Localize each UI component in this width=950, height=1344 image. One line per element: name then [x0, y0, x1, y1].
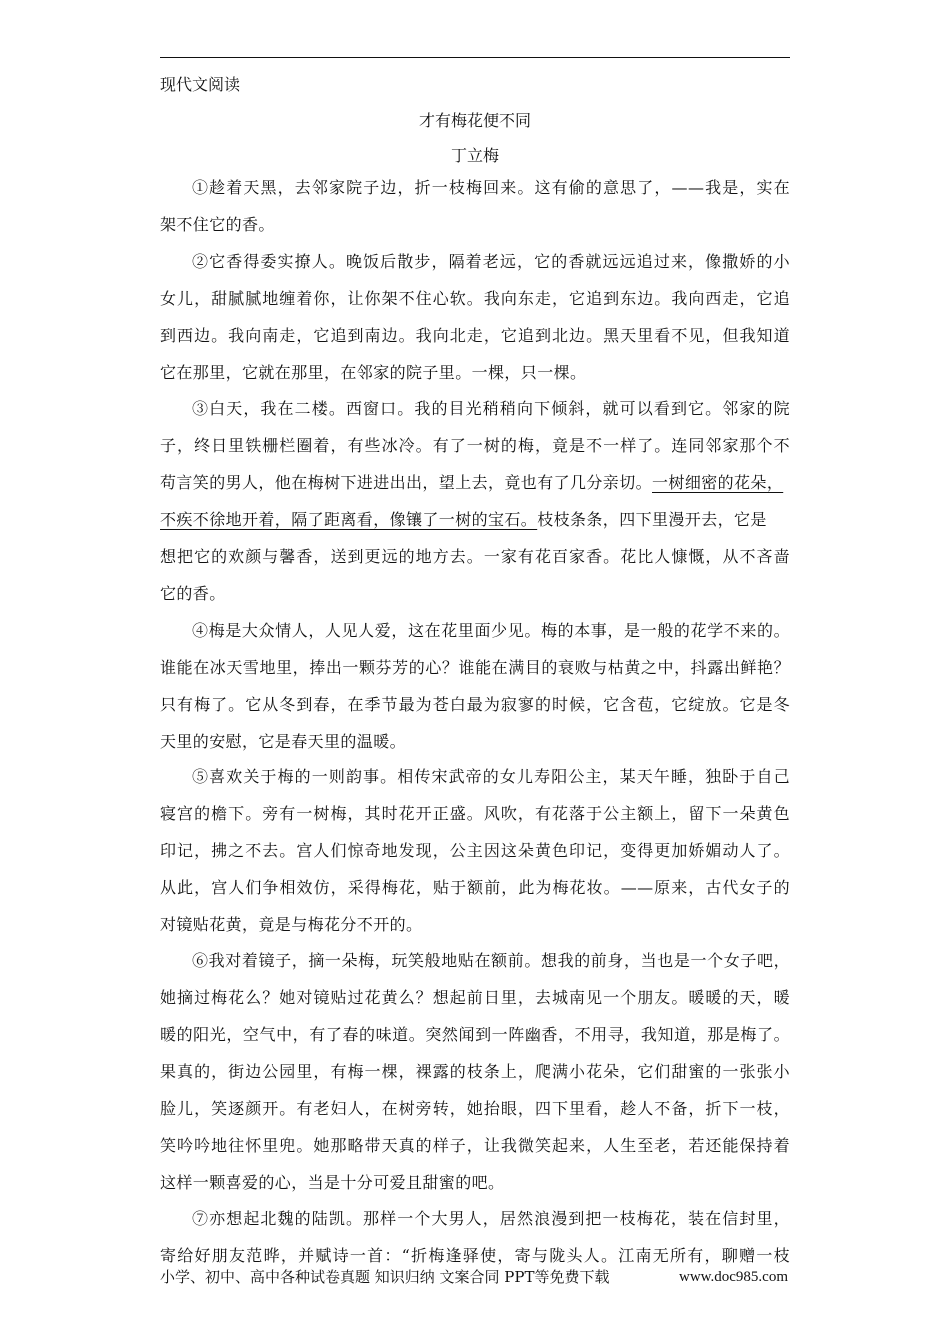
- text-line: ①趁着天黑，去邻家院子边，折一枝梅回来。这有偷的意思了，——我是，实在: [192, 178, 790, 197]
- footer-site-link[interactable]: www.doc985.com: [678, 1269, 788, 1285]
- text-line: 对镜贴花黄，竟是与梅花分不开的。: [160, 915, 423, 934]
- text-line: ⑥我对着镜子，摘一朵梅，玩笑般地贴在额前。想我的前身，当也是一个女子吧，: [192, 951, 790, 970]
- text-line: 印记，拂之不去。宫人们惊奇地发现，公主因这朵黄色印记，变得更加娇媚动人了。: [160, 841, 790, 860]
- text-line: 它在那里，它就在那里，在邻家的院子里。一棵，只一棵。: [160, 363, 587, 382]
- article-author: 丁立梅: [450, 146, 499, 165]
- text-line: 她摘过梅花么？她对镜贴过花黄么？想起前日里，去城南见一个朋友。暖暖的天，暖: [160, 988, 790, 1007]
- text-line: 想把它的欢颜与馨香，送到更远的地方去。一家有花百家香。花比人慷慨，从不吝啬: [160, 547, 790, 566]
- text-line: 女儿，甜腻腻地缠着你，让你架不住心软。我向东走，它追到东边。我向西走，它追: [160, 289, 790, 308]
- text-line: 它的香。: [160, 584, 226, 603]
- text-line: 到西边。我向南走，它追到南边。我向北走，它追到北边。黑天里看不见，但我知道: [160, 326, 790, 345]
- text-line: ②它香得委实撩人。晚饭后散步，隔着老远，它的香就远远追过来，像撒娇的小: [192, 252, 790, 271]
- text-line: 脸儿，笑逐颜开。有老妇人，在树旁转，她抬眼，四下里看，趁人不备，折下一枝，: [160, 1099, 790, 1118]
- text-line: 从此，宫人们争相效仿，采得梅花，贴于额前，此为梅花妆。——原来，古代女子的: [160, 878, 790, 897]
- text-line: 天里的安慰，它是春天里的温暖。: [160, 732, 407, 751]
- text-line: 笑吟吟地往怀里兜。她那略带天真的样子，让我微笑起来，人生至老，若还能保持着: [160, 1136, 790, 1155]
- section-label: 现代文阅读: [160, 75, 241, 94]
- text-segment: 苟言笑的男人，他在梅树下进进出出，望上去，竟也有了几分亲切。: [160, 473, 653, 492]
- text-line: ④梅是大众情人，人见人爱，这在花里面少见。梅的本事，是一般的花学不来的。: [192, 621, 790, 640]
- text-line: 这样一颗喜爱的心，当是十分可爱且甜蜜的吧。: [160, 1173, 505, 1192]
- top-rule: [160, 57, 790, 58]
- article-title: 才有梅花便不同: [418, 111, 531, 130]
- text-line: [160, 507, 790, 533]
- text-line: 谁能在冰天雪地里，捧出一颗芬芳的心？谁能在满目的衰败与枯黄之中，抖露出鲜艳？: [160, 658, 790, 677]
- text-line: [160, 470, 790, 496]
- footer-promo-text: 小学、初中、高中各种试卷真题 知识归纳 文案合同 PPT等免费下载: [160, 1268, 610, 1286]
- underlined-sentence: 不疾不徐地开着，隔了距离看，像镶了一树的宝石。: [160, 510, 538, 529]
- text-line: 暖的阳光，空气中，有了春的味道。突然闻到一阵幽香，不用寻，我知道，那是梅了。: [160, 1025, 790, 1044]
- text-line: 寝宫的檐下。旁有一树梅，其时花开正盛。风吹，有花落于公主额上，留下一朵黄色: [160, 804, 790, 823]
- text-line: 寄给好朋友范晔，并赋诗一首：“折梅逢驿使，寄与陇头人。江南无所有，聊赠一枝: [160, 1246, 790, 1265]
- text-line: ⑦亦想起北魏的陆凯。那样一个大男人，居然浪漫到把一枝梅花，装在信封里，: [192, 1209, 790, 1228]
- text-line: 子，终日里铁栅栏圈着，有些冰冷。有了一树的梅，竟是不一样了。连同邻家那个不: [160, 436, 790, 455]
- text-line: ③白天，我在二楼。西窗口。我的目光稍稍向下倾斜，就可以看到它。邻家的院: [192, 399, 790, 418]
- text-line: ⑤喜欢关于梅的一则韵事。相传宋武帝的女儿寿阳公主，某天午睡，独卧于自己: [192, 767, 790, 786]
- text-segment: 枝枝条条，四下里漫开去，它是: [537, 510, 767, 529]
- text-line: 果真的，街边公园里，有梅一棵，裸露的枝条上，爬满小花朵，它们甜蜜的一张张小: [160, 1062, 790, 1081]
- underlined-sentence: 一树细密的花朵，: [652, 473, 784, 492]
- text-line: 只有梅了。它从冬到春，在季节最为苍白最为寂寥的时候，它含苞，它绽放。它是冬: [160, 695, 790, 714]
- text-line: 架不住它的香。: [160, 215, 275, 234]
